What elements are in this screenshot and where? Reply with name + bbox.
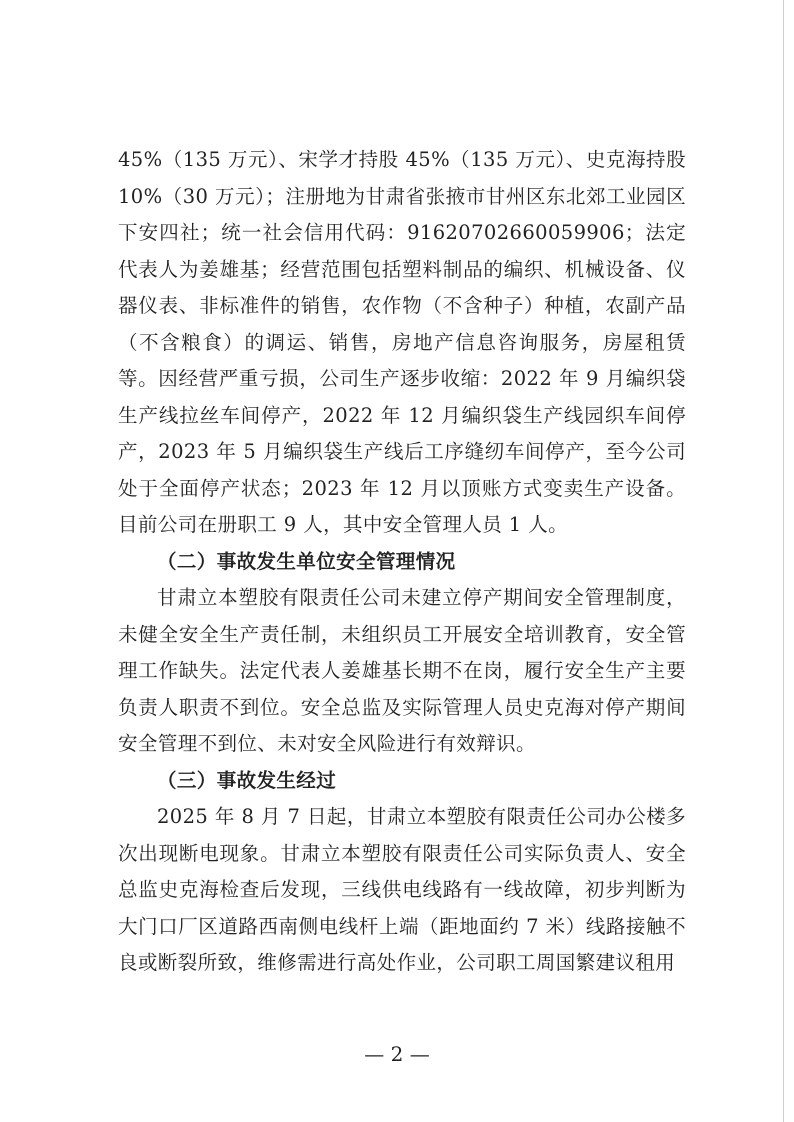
page-number: — 2 —	[364, 1042, 430, 1066]
paragraph-safety-management	[118, 580, 686, 763]
paragraph-text: 甘肃立本塑胶有限责任公司未建立停产期间安全管理制度，未健全安全生产责任制，未组织员工开展安全培训教育，安全管理工作缺失。法定代表人姜雄基长期不在岗，履行安全生产主要负责人职责不到位。安全总监及实际管理人员史克海对停产期间安全管理不到位、未对安全风险进行有效辩识。	[118, 586, 686, 755]
paragraph-accident-process	[118, 799, 686, 982]
scan-edge-line	[783, 0, 784, 1122]
document-body	[118, 142, 686, 982]
section-heading-accident-process: （三）事故发生经过	[157, 768, 337, 792]
section-heading-safety-management: （二）事故发生单位安全管理情况	[157, 549, 456, 573]
paragraph-text: 2025 年 8 月 7 日起，甘肃立本塑胶有限责任公司办公楼多次出现断电现象。甘肃立本塑胶有限责任公司实际负责人、安全总监史克海检查后发现，三线供电线路有一线故障，初步判断为大门口厂区道路西南侧电线杆上端（距地面约 7 米）线路接触不良或断裂所致，维修需进行高处作业，公司职工周国繁建议租用	[118, 805, 686, 974]
paragraph-text: 45%（135 万元）、宋学才持股 45%（135 万元）、史克海持股 10%（30 万元）；注册地为甘肃省张掖市甘州区东北郊工业园区下安四社；统一社会信用代码：91620702660059906；法定代表人为姜雄基；经营范围包括塑料制品的编织、机械设备、仪器仪表、非标准件的销售，农作物（不含种子）种植，农副产品（不含粮食）的调运、销售，房地产信息咨询服务，房屋租赁等。因经营严重亏损，公司生产逐步收缩：2022 年 9 月编织袋生产线拉丝车间停产，2022 年 12 月编织袋生产线园织车间停产，2023 年 5 月编织袋生产线后工序缝纫车间停产，至今公司处于全面停产状态；2023 年 12 月以顶账方式变卖生产设备。目前公司在册职工 9 人，其中安全管理人员 1 人。	[118, 148, 686, 536]
paragraph-company-info	[118, 142, 686, 544]
